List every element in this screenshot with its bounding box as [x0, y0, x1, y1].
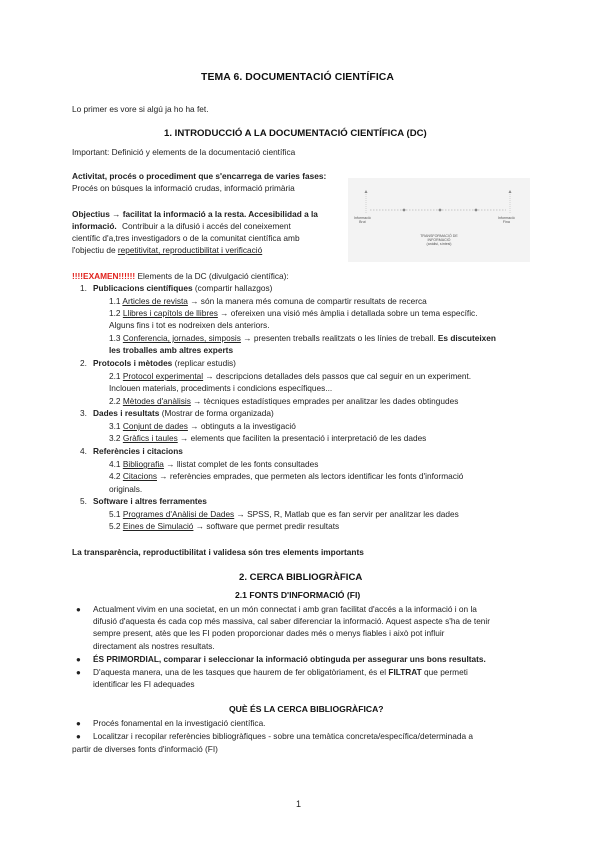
- item-number: 5.: [80, 496, 87, 506]
- item-number: 4.: [80, 446, 87, 456]
- figure-right-label: Informació Fina: [498, 216, 515, 225]
- bullet-emphasis: ÉS PRIMORDIAL, comparar i seleccionar la informació obtinguda per assegurar uns bons resultats.: [93, 654, 486, 664]
- bullet-dot: ●: [76, 732, 81, 741]
- examen-line: [72, 271, 289, 282]
- bullet-paragraph-line: sempre present, atès que les FI poden proporcionar dades més o menys fiables i això pot influir: [93, 628, 445, 638]
- section1-heading: 1. INTRODUCCIÓ A LA DOCUMENTACIÓ CIENTÍFICA (DC): [164, 128, 427, 139]
- item-heading: Software i altres ferramentes: [93, 496, 207, 506]
- bullet-dot: ●: [76, 668, 81, 677]
- page-title: TEMA 6. DOCUMENTACIÓ CIENTÍFICA: [201, 72, 395, 83]
- figure-left-label: Informació Brut: [354, 216, 371, 225]
- question-bullet: Localitzar i recopilar referències bibliogràfiques - sobre una temàtica concreta/específica/determinada a: [93, 731, 474, 741]
- question-bullet: Procés fonamental en la investigació científica.: [93, 718, 266, 728]
- subitem-continuation: les troballes amb altres experts: [109, 345, 234, 355]
- subitem: 4.1 Bibliografia → llistat complet de les fonts consultades: [109, 459, 319, 469]
- bullet-dot: ●: [76, 605, 81, 614]
- item-number: 1.: [80, 283, 87, 293]
- bullet-paragraph-line: directament als nostres resultats.: [93, 641, 215, 651]
- bullet-dot: ●: [76, 655, 81, 664]
- intro-text: Lo primer es vore si algú ja ho ha fet.: [72, 104, 209, 114]
- question-heading: QUÈ ÉS LA CERCA BIBLIOGRÀFICA?: [229, 704, 384, 714]
- subitem: 3.1 Conjunt de dades → obtinguts a la investigació: [109, 421, 296, 431]
- item-number: 2.: [80, 358, 87, 368]
- subitem-continuation: Alguns fins i tot es nodreixen dels anteriors.: [109, 320, 270, 330]
- subitem-continuation: Inclouen materials, procediments i condicions específiques...: [109, 383, 333, 393]
- bullet-paragraph-line: Actualment vivim en una societat, en un món connectat i amb gran facilitat d'accés a la informació i on la: [93, 604, 477, 614]
- activitat-text: Procés on búsques la informació crudas, informació primària: [72, 183, 295, 193]
- subitem: 2.1 Protocol experimental → descripcions detallades dels passos que cal seguir en un experiment.: [109, 371, 472, 381]
- page-number: 1: [296, 799, 302, 809]
- section2-heading: 2. CERCA BIBLIOGRÀFICA: [239, 572, 363, 583]
- objectius-text-3: l'objectiu de: [72, 245, 116, 255]
- subitem: 1.2 Llibres i capítols de llibres → ofereixen una visió més àmplia i detallada sobre un tema específic.: [109, 308, 478, 318]
- item-heading: Referències i citacions: [93, 446, 183, 456]
- examen-text: Elements de la DC (divulgació científica):: [137, 271, 289, 281]
- objectius-line-2: [72, 221, 291, 232]
- objectius-keywords: repetitivitat, reproductibilitat i verificació: [117, 245, 263, 255]
- figure-center-label: TRANSFORMACIÓ DE INFORMACIÓ (anàlisi, síntesi): [420, 234, 458, 247]
- bullet-dot: ●: [76, 719, 81, 728]
- objectius-text-1: Contribuir a la difusió i accés del coneixement: [122, 221, 291, 231]
- important-note: Important: Definició y elements de la documentació científica: [72, 147, 296, 157]
- subitem: 4.2 Citacions → referències emprades, que permeten als lectors identificar les fonts d'informació: [109, 471, 464, 481]
- subitem: 2.2 Mètodes d'anàlisis → tècniques estadístiques emprades per analitzar les dades obtingudes: [109, 396, 459, 406]
- objectius-heading: Objectius → facilitat la informació a la resta. Accesibilidad a la: [72, 209, 318, 219]
- bullet-filtrat-cont: identificar les FI adequades: [93, 679, 195, 689]
- closing-statement: La transparència, reproductibilitat i validesa són tres elements importants: [72, 547, 364, 557]
- subitem: 1.1 Articles de revista → són la manera més comuna de compartir resultats de recerca: [109, 296, 427, 306]
- item-number: 3.: [80, 408, 87, 418]
- activitat-heading: Activitat, procés o procediment que s'encarrega de varies fases:: [72, 171, 327, 181]
- bullet-filtrat-line: D'aquesta manera, una de les tasques que haurem de fer obligatòriament, és el FILTRAT que permeti: [93, 667, 468, 677]
- question-bullet-cont: partir de diverses fonts d'informació (FI): [72, 744, 218, 754]
- item-heading: Protocols i mètodes (replicar estudis): [93, 358, 236, 368]
- item-heading: Publicacions científiques (compartir hallazgos): [93, 283, 273, 293]
- item-heading: Dades i resultats (Mostrar de forma organizada): [93, 408, 274, 418]
- objectius-heading-cont: informació.: [72, 221, 117, 231]
- subitem: 1.3 Conferencia, jornades, simposis → presenten treballs realitzats o les línies de treball. Es discuteixen: [109, 333, 496, 343]
- subitem-continuation: originals.: [109, 484, 143, 494]
- examen-label: !!!!EXAMEN!!!!!!: [72, 271, 136, 281]
- bullet-paragraph-line: difusió d'aquesta és cada cop més massiva, cal saber diferenciar la informació. Aquest aspecte s'ha de tenir: [93, 616, 491, 626]
- objectius-text-2: científic d'a,tres investigadors o de la comunitat científica amb: [72, 233, 300, 243]
- information-transformation-figure: [348, 178, 530, 262]
- subitem: 5.2 Eines de Simulació → software que permet predir resultats: [109, 521, 340, 531]
- subitem: 3.2 Gràfics i taules → elements que faciliten la presentació i interpretació de les dades: [109, 433, 427, 443]
- objectius-line-4: [72, 245, 262, 256]
- subitem: 5.1 Programes d'Anàlisi de Dades → SPSS, R, Matlab que es fan servir per analitzar les dades: [109, 509, 459, 519]
- section2-subheading: 2.1 FONTS D'INFORMACIÓ (FI): [235, 590, 361, 600]
